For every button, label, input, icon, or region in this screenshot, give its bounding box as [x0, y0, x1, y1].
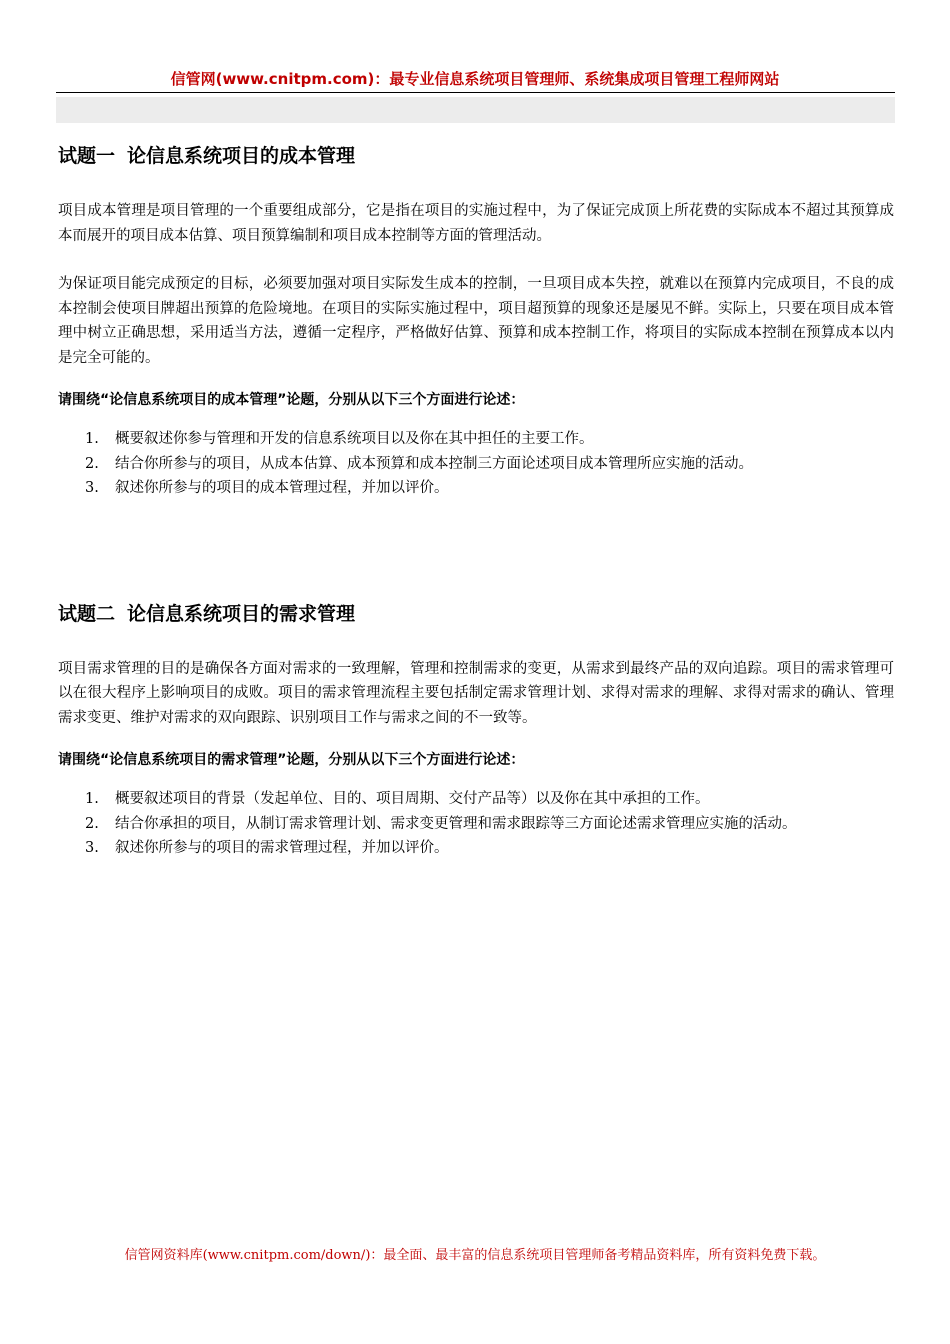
list-item-text: 概要叙述项目的背景（发起单位、目的、项目周期、交付产品等）以及你在其中承担的工作。: [115, 791, 710, 807]
question-two-number: 试题二: [58, 602, 116, 625]
question-one-prompt: 请围绕“论信息系统项目的成本管理”论题，分别从以下三个方面进行论述：: [58, 392, 525, 408]
question-one-number: 试题一: [58, 145, 116, 167]
list-item-number: 3.: [85, 480, 99, 496]
document-body: [58, 138, 894, 861]
question-one-heading: 论信息系统项目的成本管理: [127, 145, 356, 167]
question-one-title: [58, 142, 894, 170]
list-item-text: 概要叙述你参与管理和开发的信息系统项目以及你在其中担任的主要工作。: [115, 431, 594, 447]
header-band: [56, 97, 895, 123]
page-footer: 信管网资料库(www.cnitpm.com/down/)：最全面、最丰富的信息系统项目管理师备考精品资料库，所有资料免费下载。: [124, 1248, 826, 1263]
question-one-section: [58, 142, 894, 501]
page-header: 信管网(www.cnitpm.com)：最专业信息系统项目管理师、系统集成项目管理工程师网站: [170, 70, 780, 88]
list-item-number: 2.: [85, 455, 99, 472]
list-item-number: 2.: [85, 815, 99, 832]
list-item: [58, 812, 894, 837]
list-item-text: 结合你所参与的项目，从成本估算、成本预算和成本控制三方面论述项目成本管理所应实施的活动。: [115, 455, 753, 472]
list-item-number: 1.: [85, 791, 99, 807]
question-two-paragraph-1: 项目需求管理的目的是确保各方面对需求的一致理解，管理和控制需求的变更，从需求到最终产品的双向追踪。项目的需求管理可以在很大程序上影响项目的成败。项目的需求管理流程主要包括制定需求管理计划、求得对需求的理解、求得对需求的确认、管理需求变更、维护对需求的双向跟踪、识别项目工作与需求之间的不一致等。: [58, 660, 894, 726]
list-item: [58, 427, 894, 452]
question-one-task-list: [58, 427, 894, 501]
list-item: [58, 836, 894, 861]
question-two-title: [58, 600, 894, 628]
question-one-paragraph-1: 项目成本管理是项目管理的一个重要组成部分，它是指在项目的实施过程中，为了保证完成顶上所花费的实际成本不超过其预算成本而展开的项目成本估算、项目预算编制和项目成本控制等方面的管理活动。: [58, 203, 894, 244]
question-two-section: [58, 600, 894, 861]
list-item-number: 1.: [85, 431, 99, 447]
list-item: [58, 452, 894, 477]
header-rule: [56, 92, 895, 93]
question-two-task-list: [58, 787, 894, 861]
list-item-text: 叙述你所参与的项目的成本管理过程，并加以评价。: [115, 480, 449, 496]
question-two-prompt: 请围绕“论信息系统项目的需求管理”论题，分别从以下三个方面进行论述：: [58, 752, 525, 768]
list-item-text: 叙述你所参与的项目的需求管理过程，并加以评价。: [115, 840, 449, 856]
question-one-paragraph-2: 为保证项目能完成预定的目标，必须要加强对项目实际发生成本的控制，一旦项目成本失控，就难以在预算内完成项目，不良的成本控制会使项目牌超出预算的危险境地。在项目的实际实施过程中，项目超预算的现象还是屡见不鲜。实际上，只要在项目成本管理中树立正确思想，采用适当方法，遵循一定程序，严格做好估算、预算和成本控制工作，将项目的实际成本控制在预算成本以内是完全可能的。: [58, 276, 894, 366]
list-item: [58, 787, 894, 812]
question-two-heading: 论信息系统项目的需求管理: [127, 602, 356, 625]
list-item-text: 结合你承担的项目，从制订需求管理计划、需求变更管理和需求跟踪等三方面论述需求管理应实施的活动。: [115, 815, 797, 832]
list-item-number: 3.: [85, 840, 99, 856]
list-item: [58, 476, 894, 501]
